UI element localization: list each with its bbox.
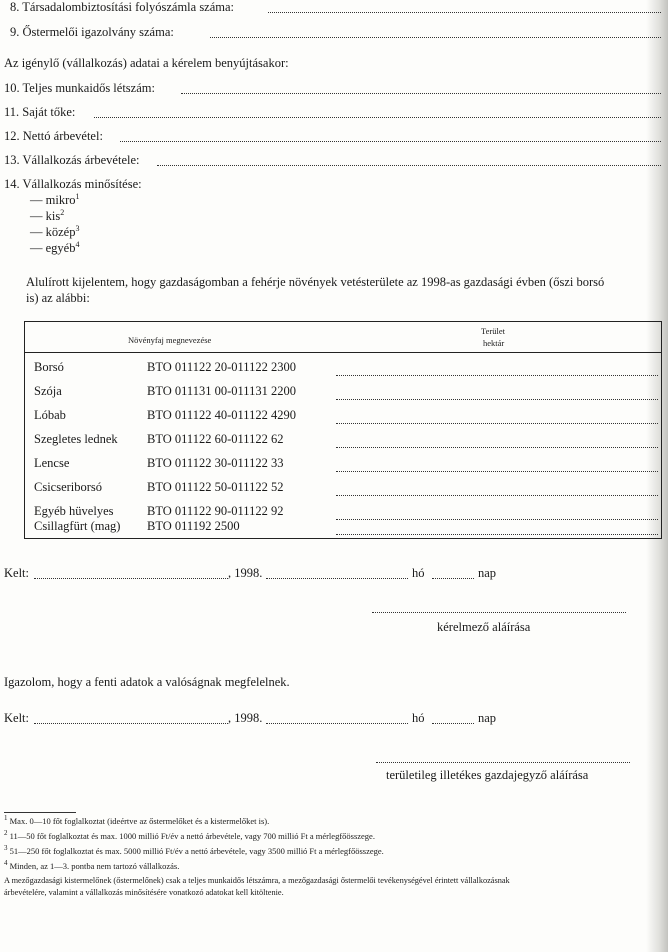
certify-text: Igazolom, hogy a fenti adatok a valóságnak megfelelnek. xyxy=(4,675,290,689)
kelt-year-2: , 1998. xyxy=(228,711,263,725)
item-9-field[interactable] xyxy=(210,37,661,38)
table-row xyxy=(34,480,660,504)
kelt-year-1: , 1998. xyxy=(228,566,263,580)
species-code: BTO 011122 20-011122 2300 xyxy=(147,360,296,374)
signature-line-1[interactable] xyxy=(372,612,626,613)
kelt-place-field-2[interactable] xyxy=(34,723,228,724)
kelt-place-field-1[interactable] xyxy=(34,578,228,579)
item-8-field[interactable] xyxy=(268,12,661,13)
species-code: BTO 011192 2500 xyxy=(147,519,240,533)
item-8-number: 8. xyxy=(10,0,20,14)
species-code: BTO 011122 60-011122 62 xyxy=(147,432,284,446)
item-14-label: Vállalkozás minősítése: xyxy=(22,177,142,191)
kelt-month-label-2: hó xyxy=(412,711,425,725)
footnote-2 xyxy=(4,831,375,841)
item-13-number: 13. xyxy=(4,153,20,167)
footnote-1 xyxy=(4,816,269,826)
item-13-field[interactable] xyxy=(157,165,661,166)
species-name: Borsó xyxy=(34,360,64,374)
item-13-label: Vállalkozás árbevétele: xyxy=(22,153,140,167)
item-11 xyxy=(4,105,75,120)
area-field[interactable] xyxy=(336,399,658,400)
kelt-month-field-2[interactable] xyxy=(266,723,408,724)
kelt-label-1: Kelt: xyxy=(4,566,29,580)
table-row xyxy=(34,408,660,432)
species-name: Szegletes lednek xyxy=(34,432,118,446)
footnote-ref: 2 xyxy=(60,207,65,217)
signature-line-2[interactable] xyxy=(376,762,630,763)
footnote-rule xyxy=(4,812,76,813)
item-11-field[interactable] xyxy=(94,117,661,118)
footnote-marker: 2 xyxy=(4,829,8,838)
item-8-label: Társadalombiztosítási folyószámla száma: xyxy=(22,0,235,14)
option-dash: — xyxy=(30,193,43,207)
item-10 xyxy=(4,81,155,96)
species-code: BTO 011131 00-011131 2200 xyxy=(147,384,296,398)
footnote-text: Minden, az 1—3. pontba nem tartozó vállalkozás. xyxy=(9,861,180,871)
species-name: Lóbab xyxy=(34,408,66,422)
species-code: BTO 011122 90-011122 92 xyxy=(147,504,284,518)
item-9-number: 9. xyxy=(10,25,20,39)
kelt-day-field-2[interactable] xyxy=(432,723,474,724)
table-header-divider xyxy=(24,352,662,353)
footnote-marker: 3 xyxy=(4,844,8,853)
item-12-label: Nettó árbevétel: xyxy=(22,129,103,143)
kelt-day-label-2: nap xyxy=(478,711,497,725)
option-mikro[interactable] xyxy=(30,193,79,208)
option-egyeb[interactable] xyxy=(30,241,79,256)
item-12 xyxy=(4,129,103,144)
item-13 xyxy=(4,153,139,168)
header-species: Növényfaj megnevezése xyxy=(128,335,212,345)
header-area-line-1: Terület xyxy=(481,326,505,336)
area-field[interactable] xyxy=(336,495,658,496)
option-dash: — xyxy=(30,209,43,223)
footnote-text: Max. 0—10 főt foglalkoztat (ideértve az őstermelőket és a kistermelőket is). xyxy=(9,816,270,826)
item-12-field[interactable] xyxy=(120,141,661,142)
area-field[interactable] xyxy=(336,423,658,424)
closing-note-line-2: árbevételére, valamint a vállalkozás minősítésére vonatkozó adatokat kell kitöltenie. xyxy=(4,888,284,897)
footnote-4 xyxy=(4,861,179,871)
kelt-day-label-1: nap xyxy=(478,566,497,580)
item-14-number: 14. xyxy=(4,177,20,191)
footnote-3 xyxy=(4,846,384,856)
section-intro: Az igénylő (vállalkozás) adatai a kérelem benyújtásakor: xyxy=(4,56,289,70)
option-kozep[interactable] xyxy=(30,225,79,240)
declaration-line-1: Alulírott kijelentem, hogy gazdaságomban a fehérje növények vetésterülete az 1998-as gazdasági évben (őszi borsó xyxy=(26,275,605,289)
footnote-text: 11—50 főt foglalkoztat és max. 1000 millió Ft/év a nettó árbevétele, vagy 700 millió Ft a mérlegfőösszege. xyxy=(9,831,375,841)
table-row xyxy=(34,519,660,543)
item-11-number: 11. xyxy=(4,105,20,119)
area-field[interactable] xyxy=(336,471,658,472)
item-12-number: 12. xyxy=(4,129,20,143)
species-name: Csicseriborsó xyxy=(34,480,103,494)
item-14 xyxy=(4,177,142,192)
species-name: Csillagfürt (mag) xyxy=(34,519,121,533)
table-row xyxy=(34,432,660,456)
area-field[interactable] xyxy=(336,375,658,376)
option-label: közép xyxy=(45,225,76,239)
item-9 xyxy=(10,25,174,40)
option-kis[interactable] xyxy=(30,209,64,224)
option-label: kis xyxy=(45,209,61,223)
footnote-text: 51—250 főt foglalkoztat és max. 5000 millió Ft/év a nettó árbevétele, vagy 3500 millió Ft a mérlegfőösszege. xyxy=(9,846,384,856)
option-label: egyéb xyxy=(45,241,76,255)
footnote-ref: 1 xyxy=(75,191,80,201)
option-dash: — xyxy=(30,225,43,239)
item-10-field[interactable] xyxy=(181,93,661,94)
species-name: Egyéb hüvelyes xyxy=(34,504,114,518)
kelt-month-label-1: hó xyxy=(412,566,425,580)
footnote-marker: 1 xyxy=(4,814,8,823)
signature-label-2: területileg illetékes gazdajegyző aláírása xyxy=(386,768,589,782)
table-row xyxy=(34,384,660,408)
item-10-number: 10. xyxy=(4,81,20,95)
closing-note-line-1: A mezőgazdasági kistermelőnek (őstermelőnek) csak a teljes munkaidős létszámra, a mezőgazdasági őstermelői tevékenységével érintett vállalkozásnak xyxy=(4,876,510,885)
item-8 xyxy=(10,0,234,15)
species-code: BTO 011122 40-011122 4290 xyxy=(147,408,296,422)
footnote-marker: 4 xyxy=(4,859,8,868)
declaration-line-2: is) az alábbi: xyxy=(26,291,90,305)
header-area-line-2: hektár xyxy=(483,338,505,348)
kelt-label-2: Kelt: xyxy=(4,711,29,725)
species-code: BTO 011122 50-011122 52 xyxy=(147,480,284,494)
item-11-label: Saját tőke: xyxy=(22,105,76,119)
kelt-day-field-1[interactable] xyxy=(432,578,474,579)
footnote-ref: 4 xyxy=(75,239,80,249)
area-field[interactable] xyxy=(336,447,658,448)
footnote-ref: 3 xyxy=(75,223,80,233)
species-name: Szója xyxy=(34,384,62,398)
table-row xyxy=(34,360,660,384)
species-code: BTO 011122 30-011122 33 xyxy=(147,456,284,470)
signature-label-1: kérelmező aláírása xyxy=(437,620,531,634)
option-dash: — xyxy=(30,241,43,255)
item-10-label: Teljes munkaidős létszám: xyxy=(22,81,155,95)
table-row xyxy=(34,456,660,480)
kelt-month-field-1[interactable] xyxy=(266,578,408,579)
item-9-label: Őstermelői igazolvány száma: xyxy=(22,25,174,39)
option-label: mikro xyxy=(45,193,76,207)
species-name: Lencse xyxy=(34,456,70,470)
area-field[interactable] xyxy=(336,534,658,535)
